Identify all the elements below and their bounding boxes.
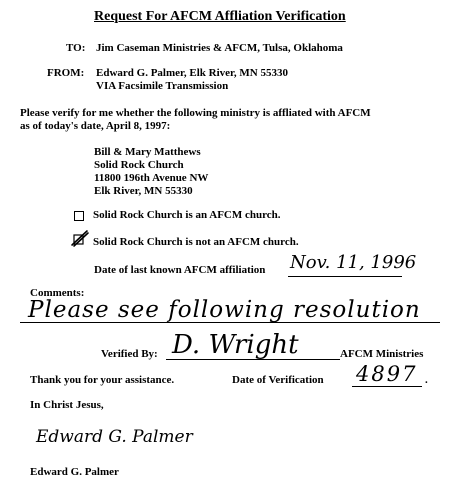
verified-by-signature: D. Wright <box>172 330 299 360</box>
last-affiliation-value: Nov. 11, 1996 <box>290 252 417 273</box>
address-line-4: Elk River, MN 55330 <box>94 185 193 197</box>
address-line-2: Solid Rock Church <box>94 159 184 171</box>
closing-text: In Christ Jesus, <box>30 399 104 411</box>
member-option-label: Solid Rock Church is an AFCM church. <box>93 209 281 221</box>
to-value: Jim Caseman Ministries & AFCM, Tulsa, Oklahoma <box>96 42 343 54</box>
not-member-checkbox-checked[interactable] <box>70 228 92 250</box>
request-line-2: as of today's date, April 8, 1997: <box>20 120 171 132</box>
document-title: Request For AFCM Affliation Verification <box>94 9 346 24</box>
from-line-2: VIA Facsimile Transmission <box>96 80 229 92</box>
from-label: FROM: <box>47 67 85 79</box>
verification-date-end: . <box>425 374 428 386</box>
comments-value: Please see following resolution <box>28 297 421 323</box>
verified-by-label: Verified By: <box>101 348 158 360</box>
not-member-option-label: Solid Rock Church is not an AFCM church. <box>93 236 299 248</box>
thanks-text: Thank you for your assistance. <box>30 374 175 386</box>
last-affiliation-label: Date of last known AFCM affiliation <box>94 264 266 276</box>
member-checkbox[interactable] <box>74 211 84 221</box>
verified-by-suffix: AFCM Ministries <box>340 348 424 360</box>
comments-label: Comments: <box>30 287 85 299</box>
request-line-1: Please verify for me whether the following ministry is affliated with AFCM <box>20 107 371 119</box>
signed-name: Edward G. Palmer <box>30 466 119 478</box>
verification-date-label: Date of Verification <box>232 374 324 386</box>
verification-date-value: 4897 <box>356 362 418 386</box>
address-line-3: 11800 196th Avenue NW <box>94 172 209 184</box>
to-label: TO: <box>66 42 86 54</box>
address-line-1: Bill & Mary Matthews <box>94 146 201 158</box>
from-line-1: Edward G. Palmer, Elk River, MN 55330 <box>96 67 288 79</box>
handwritten-signature: Edward G. Palmer <box>36 427 193 447</box>
